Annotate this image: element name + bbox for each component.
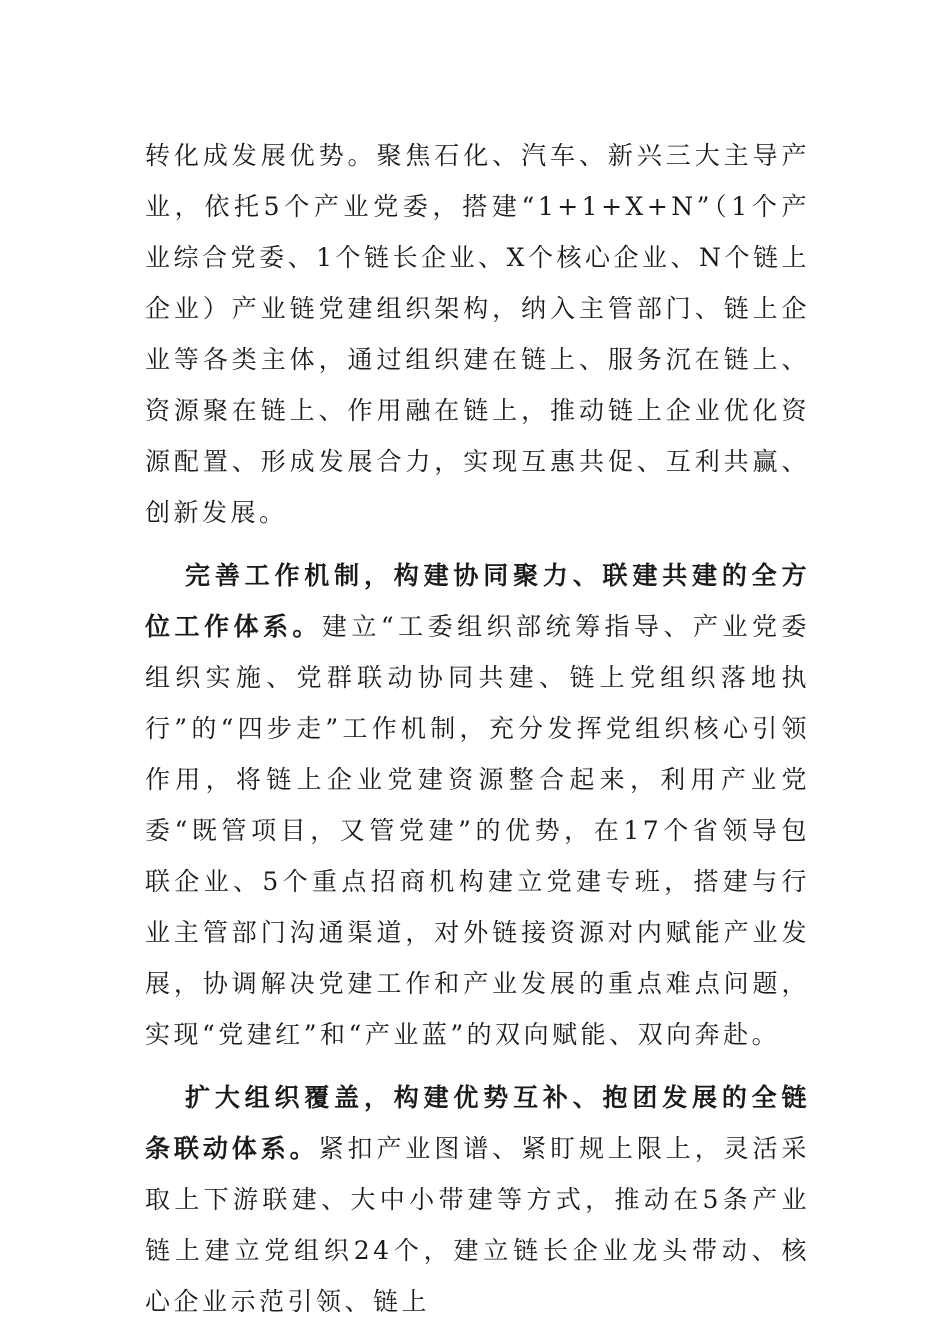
- document-body: [145, 130, 810, 1327]
- paragraph-3-heading: 扩大组织覆盖，构建优势互补、抱团发展的全链条联动体系。: [145, 1083, 810, 1163]
- paragraph-3: [145, 1072, 810, 1327]
- paragraph-1: [145, 130, 810, 538]
- paragraph-2: [145, 550, 810, 1060]
- paragraph-2-heading: 完善工作机制，构建协同聚力、联建共建的全方位工作体系。: [145, 561, 810, 641]
- paragraph-1-text: 转化成发展优势。聚焦石化、汽车、新兴三大主导产业，依托5个产业党委，搭建“1+1+X+N”（1个产业综合党委、1个链长企业、X个核心企业、N个链上企业）产业链党建组织架构，纳入主管部门、链上企业等各类主体，通过组织建在链上、服务沉在链上、资源聚在链上、作用融在链上，推动链上企业优化资源配置、形成发展合力，实现互惠共促、互利共赢、创新发展。: [145, 141, 810, 527]
- paragraph-3-text: 紧扣产业图谱、紧盯规上限上，灵活采取上下游联建、大中小带建等方式，推动在5条产业链上建立党组织24个，建立链长企业龙头带动、核心企业示范引领、链上: [145, 1134, 810, 1316]
- paragraph-2-text: 建立“工委组织部统筹指导、产业党委组织实施、党群联动协同共建、链上党组织落地执行”的“四步走”工作机制，充分发挥党组织核心引领作用，将链上企业党建资源整合起来，利用产业党委“既管项目，又管党建”的优势，在17个省领导包联企业、5个重点招商机构建立党建专班，搭建与行业主管部门沟通渠道，对外链接资源对内赋能产业发展，协调解决党建工作和产业发展的重点难点问题，实现“党建红”和“产业蓝”的双向赋能、双向奔赴。: [145, 612, 810, 1049]
